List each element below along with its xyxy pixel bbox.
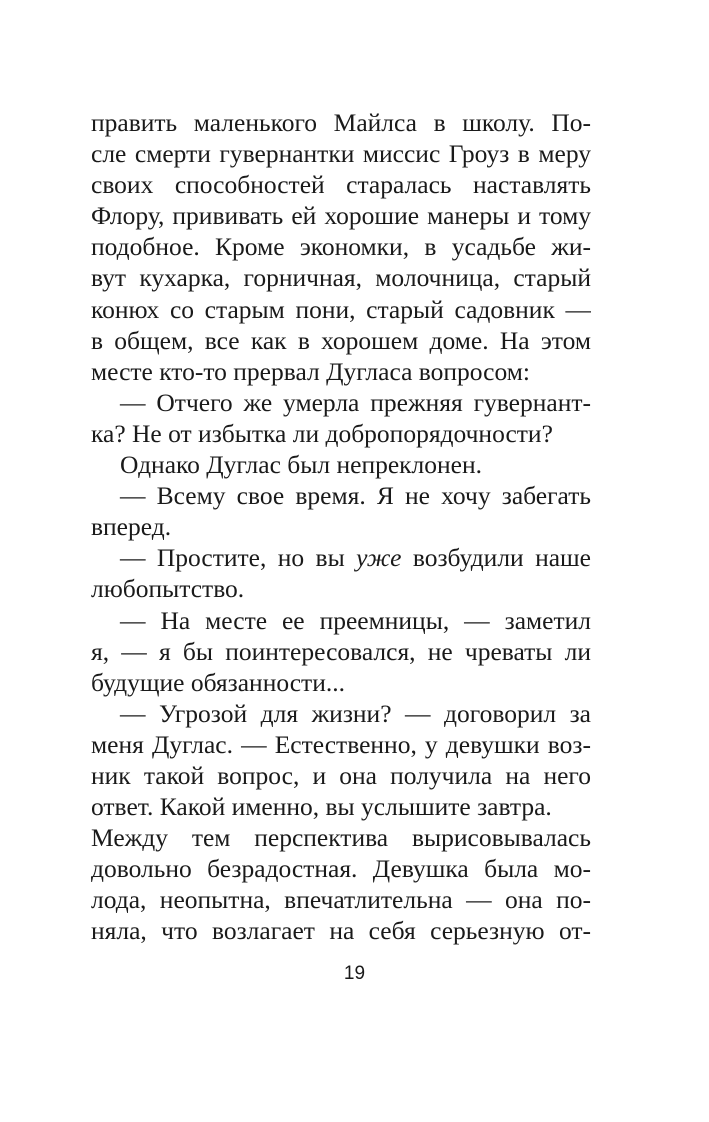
dialogue-line: — Отчего же умерла прежняя гувернант- (120, 387, 591, 417)
text-line: Между тем перспектива вырисовывалась (91, 823, 591, 853)
text-line: довольно безрадостная. Девушка была мо- (91, 854, 591, 884)
text-line: подобное. Кроме экономки, в усадьбе жи- (91, 232, 591, 262)
text-line: вперед. (91, 512, 172, 542)
text-line: меня Дуглас. — Естественно, у девушки воз- (91, 729, 591, 759)
text-line: в общем, все как в хорошем доме. На этом (91, 325, 591, 355)
dialogue-line: — Всему свое время. Я не хочу забегать (120, 481, 591, 511)
text-line: месте кто-то прервал Дугласа вопросом: (91, 356, 530, 386)
text-line: ка? Не от избытка ли добропорядочности? (91, 418, 553, 448)
dialogue-text: возбудили наше (401, 543, 591, 573)
text-line: я, — я бы поинтересовался, не чреваты ли (91, 636, 591, 666)
text-line: ник такой вопрос, и она получила на него (91, 760, 591, 790)
dialogue-line (91, 542, 591, 573)
paragraph-start: Однако Дуглас был непреклонен. (120, 450, 483, 480)
text-line: вут кухарка, горничная, молочница, старый (91, 263, 591, 293)
body-text (91, 107, 591, 947)
text-line: будущие обязанности... (91, 667, 345, 697)
text-line: править маленького Майлса в школу. По- (91, 108, 591, 137)
dialogue-line: — Угрозой для жизни? — договорил за (120, 698, 591, 728)
text-line: своих способностей старалась наставлять (91, 170, 591, 200)
text-line: лода, неопытна, впечатлительна — она по- (91, 885, 591, 915)
italic-emphasis: уже (356, 543, 402, 573)
text-line: конюх со старым пони, старый садовник — (91, 294, 591, 324)
page-number: 19 (343, 963, 366, 984)
text-line: Флору, прививать ей хорошие манеры и тому (91, 201, 591, 231)
dialogue-text: — Простите, но вы (120, 543, 357, 573)
text-line: ответ. Какой именно, вы услышите завтра. (91, 792, 552, 822)
text-line: любопытство. (91, 574, 245, 604)
text-line: сле смерти гувернантки миссис Гроуз в меру (91, 139, 591, 169)
dialogue-line: — На месте ее преемницы, — заметил (120, 605, 591, 635)
text-line: няла, что возлагает на себя серьезную от- (91, 916, 591, 946)
